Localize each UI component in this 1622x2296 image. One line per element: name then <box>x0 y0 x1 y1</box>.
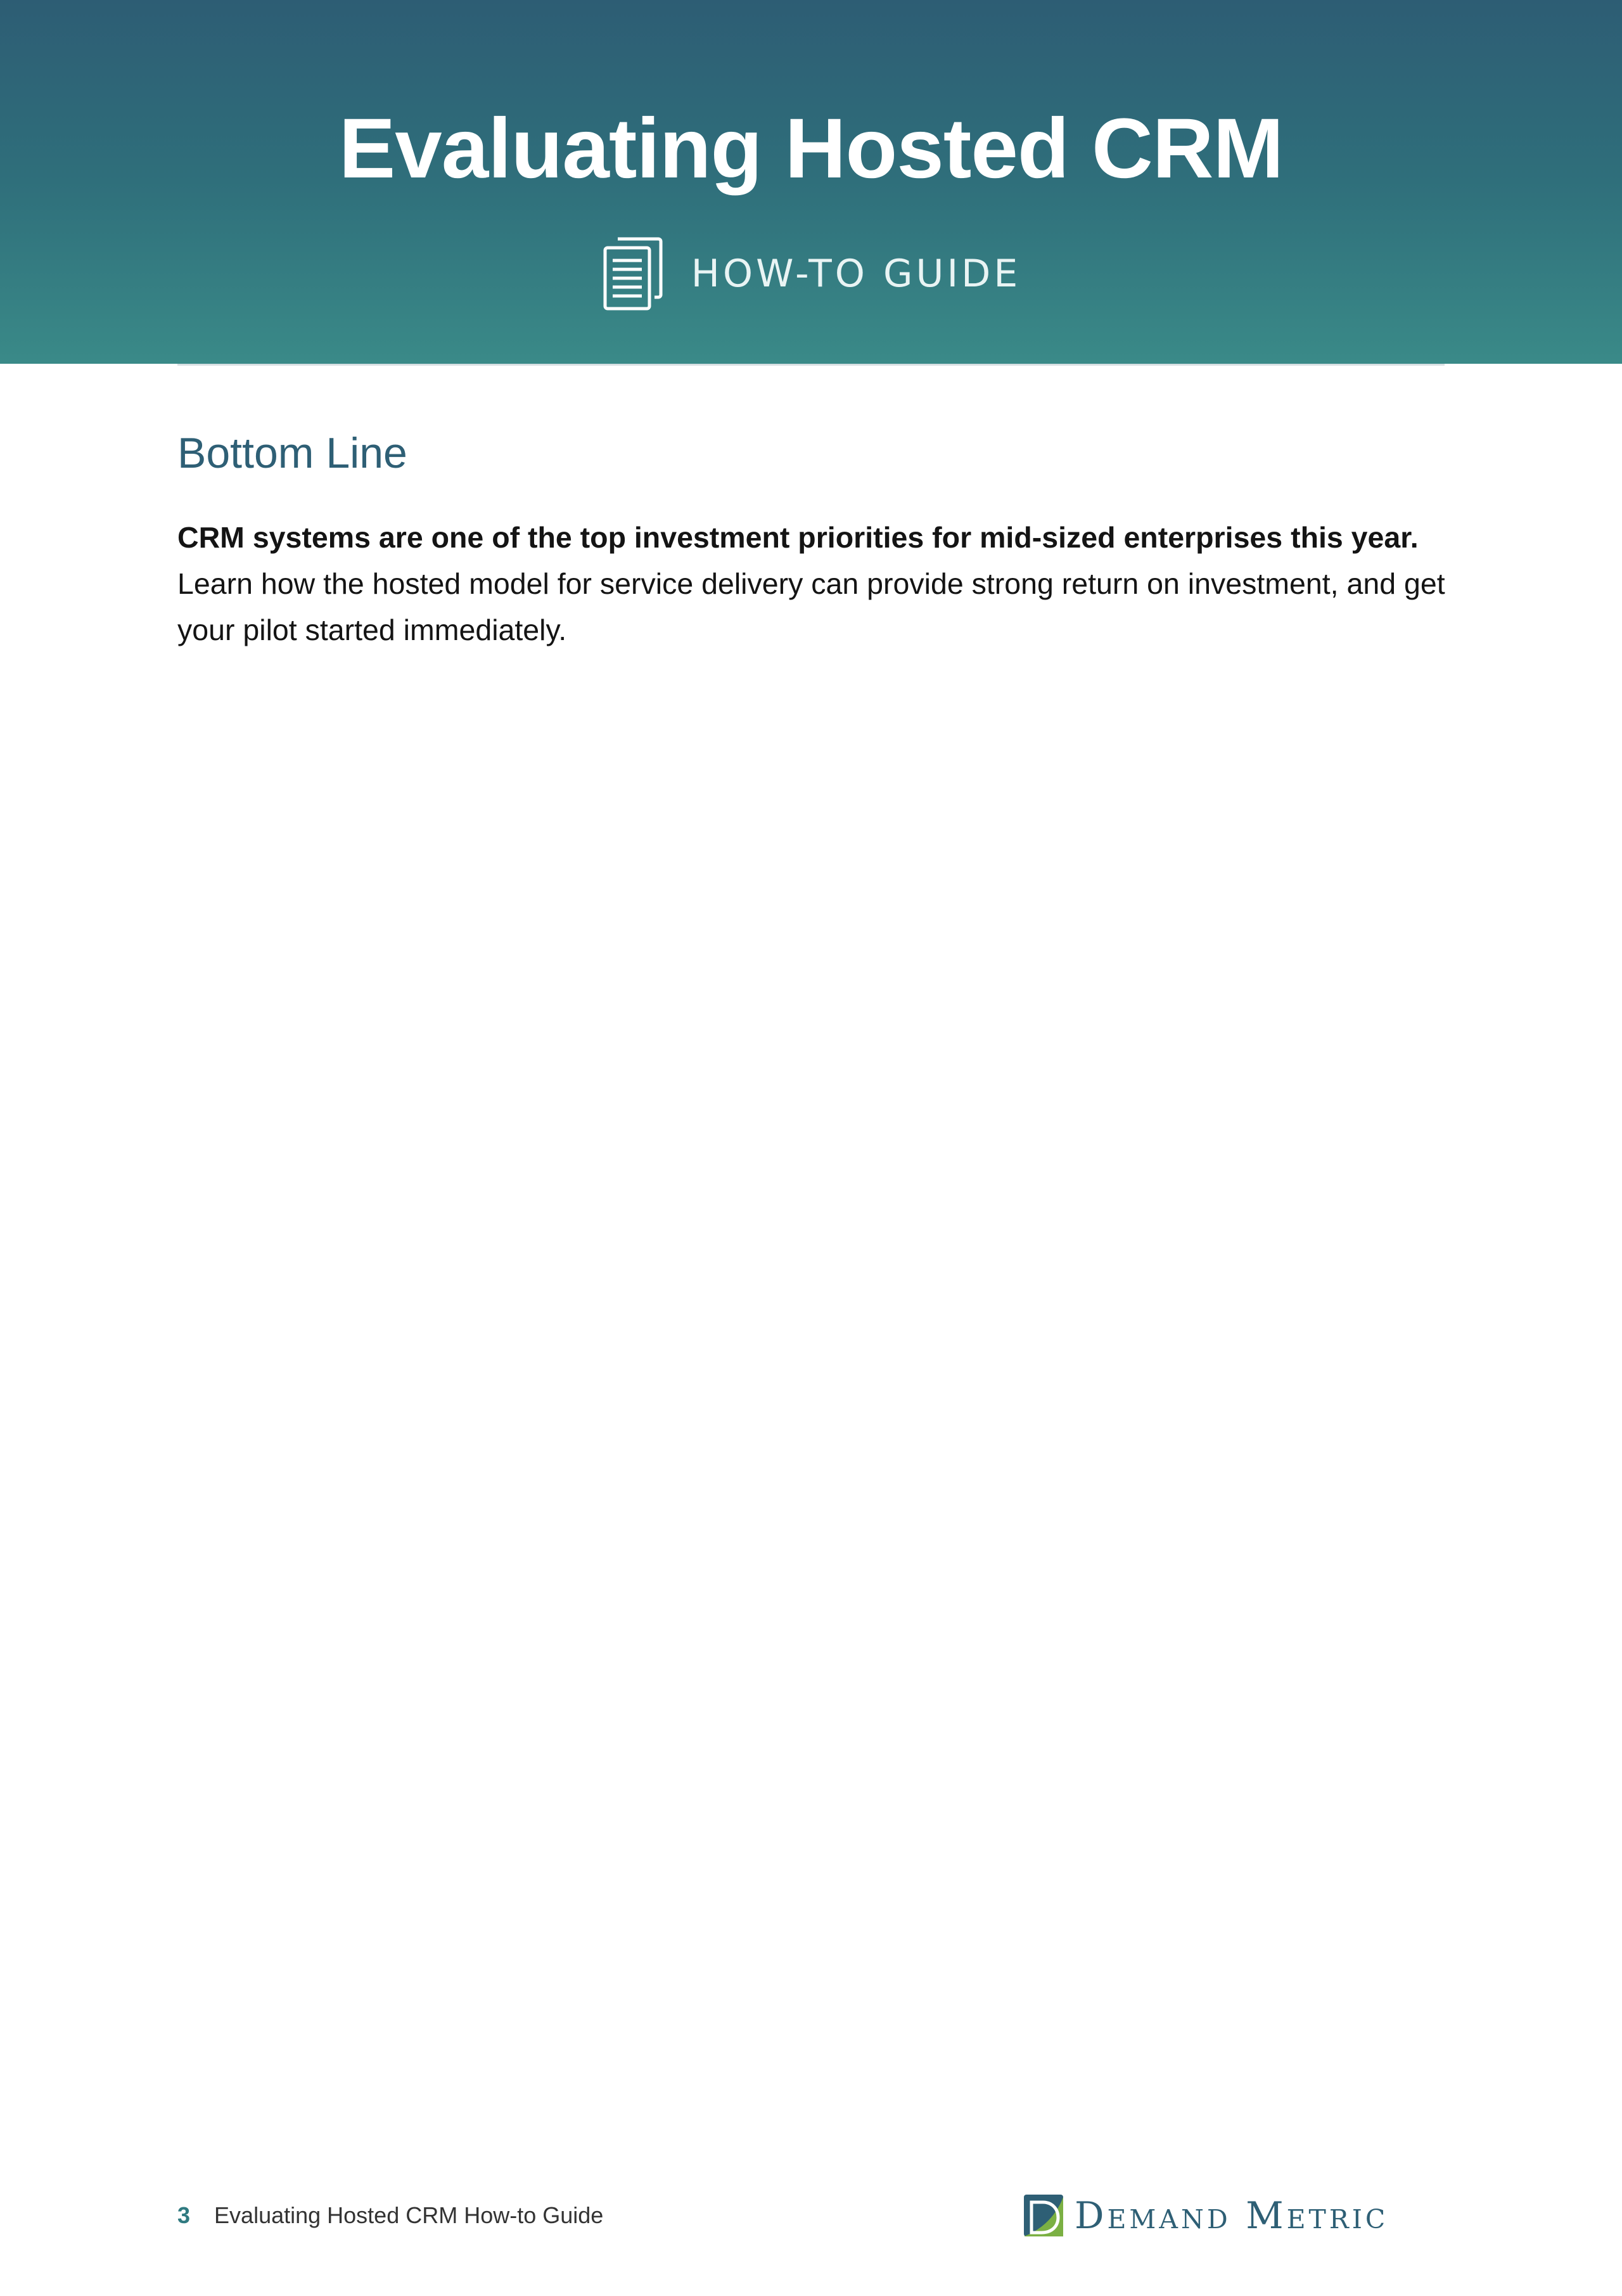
section-body <box>177 515 1451 653</box>
footer-left <box>177 2197 603 2235</box>
header-banner <box>0 0 1622 364</box>
footer-doc-title: Evaluating Hosted CRM How-to Guide <box>214 2202 604 2228</box>
section-heading: Bottom Line <box>177 429 407 477</box>
body-text: Learn how the hosted model for service delivery can provide strong return on investment, and get your pilot started immediately. <box>177 567 1445 646</box>
lead-sentence: CRM systems are one of the top investment priorities for mid-sized enterprises this year. <box>177 521 1419 554</box>
brand-name: Demand Metric <box>1075 2194 1389 2237</box>
document-icon <box>601 236 663 311</box>
brand-logo <box>1021 2190 1388 2241</box>
page-number: 3 <box>177 2202 191 2228</box>
guide-type-label <box>0 236 1622 312</box>
how-to-guide-label: HOW-TO GUIDE <box>691 252 1021 296</box>
document-title: Evaluating Hosted CRM <box>338 101 1284 196</box>
demand-metric-logo-icon <box>1021 2193 1066 2238</box>
divider <box>177 364 1445 366</box>
